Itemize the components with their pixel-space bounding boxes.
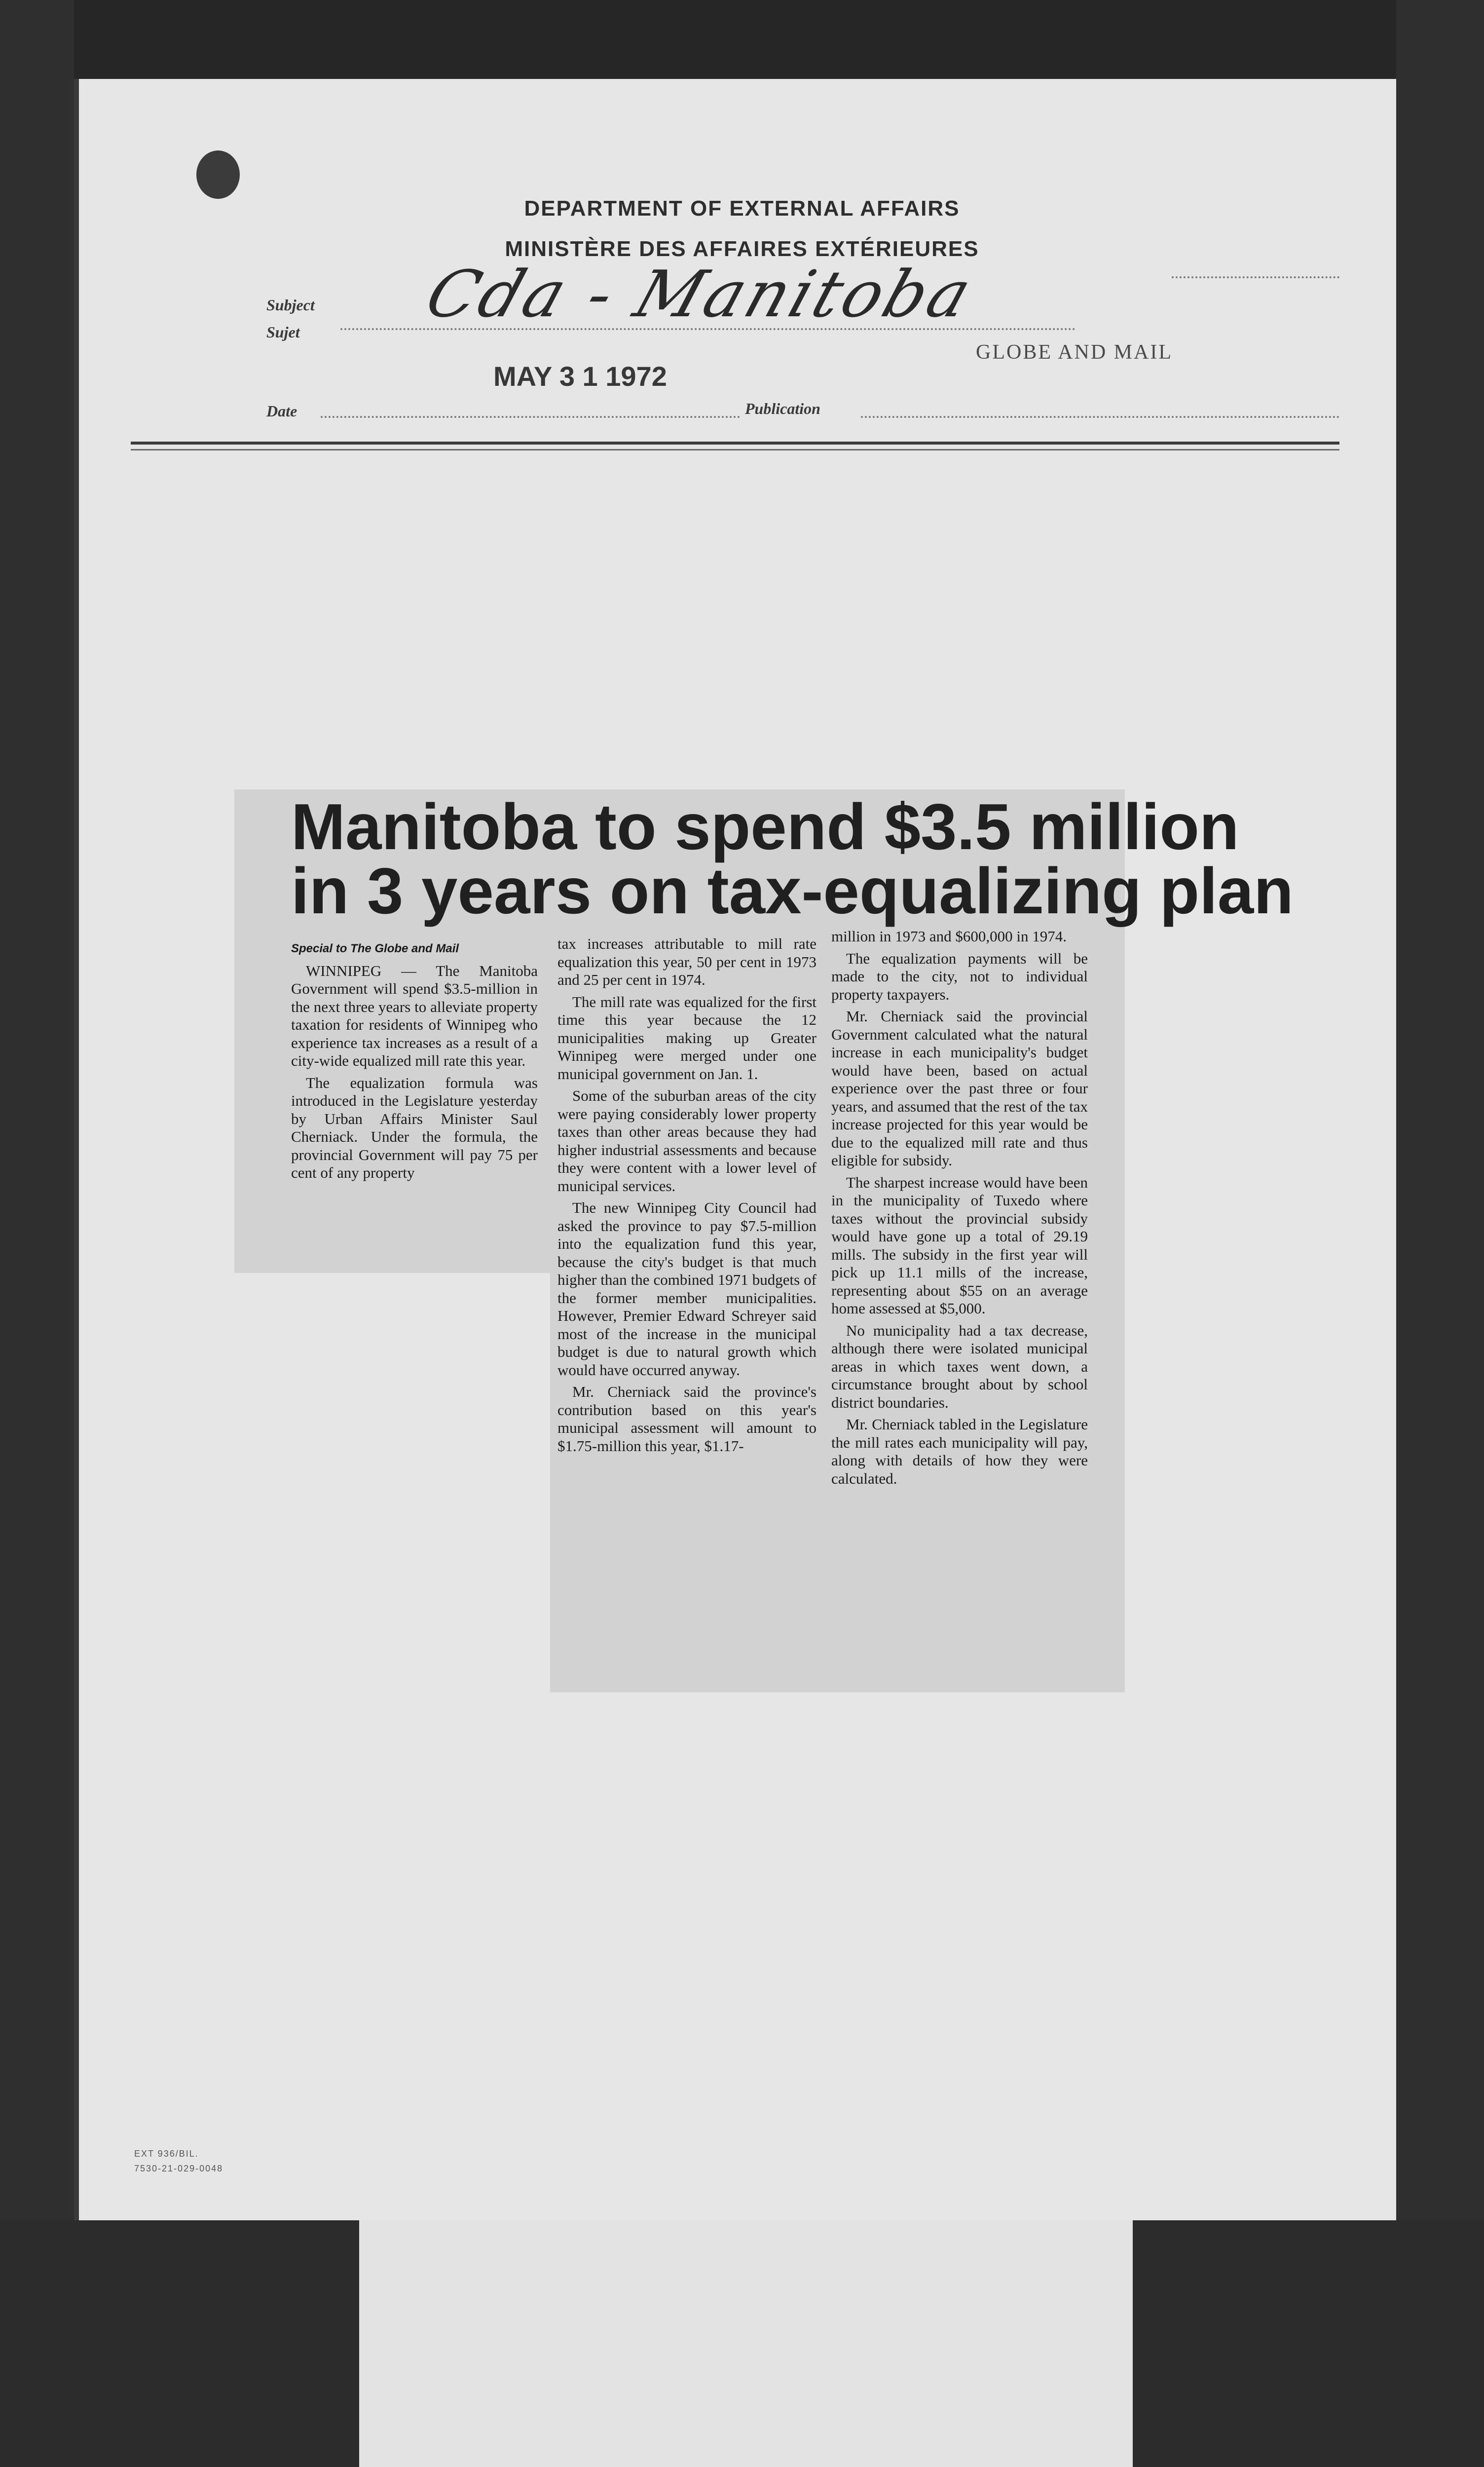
headline-line-1: Manitoba to spend $3.5 million (291, 790, 1239, 863)
subject-handwriting: Cda - Manitoba (417, 257, 983, 332)
paragraph: tax increases attributable to mill rate equalization this year, 50 per cent in 1973 and 25 per cent in 1974. (557, 935, 816, 988)
department-title-en: DEPARTMENT OF EXTERNAL AFFAIRS (524, 196, 960, 221)
paragraph: million in 1973 and $600,000 in 1974. (831, 928, 1067, 945)
header-rule (131, 442, 1339, 445)
clipping-cutout (234, 1273, 550, 1288)
form-code-line-2: 7530-21-029-0048 (134, 2164, 223, 2173)
film-border-left (0, 0, 74, 2467)
headline-line-2: in 3 years on tax-equalizing plan (291, 855, 1294, 927)
publication-stamp: GLOBE AND MAIL (976, 341, 1173, 364)
header-rule-thin (131, 449, 1339, 450)
paragraph: Mr. Cherniack tabled in the Legislature the mill rates each municipality will pay, along with details of how they were calculated. (831, 1416, 1088, 1487)
byline: Special to The Globe and Mail (291, 942, 459, 955)
paragraph: The new Winnipeg City Council had asked the province to pay $7.5-million into the equalization fund this year, because the city's budget is that much higher than the combined 1971 budgets of the former member municipalities. However, Premier Edward Schreyer said most of the increase in the municipal budget is due to natural growth which would have occurred anyway. (557, 1199, 816, 1379)
subject-label: Subject (266, 296, 315, 314)
paragraph: No municipality had a tax decrease, although there were isolated municipal areas in which taxes went down, a circumstance brought about by school district boundaries. (831, 1321, 1088, 1411)
paragraph: Some of the suburban areas of the city were paying considerably lower property taxes than other areas because they had higher industrial assessments and because they were content with a lower level of municipal services. (557, 1087, 816, 1195)
paragraph: The sharpest increase would have been in the municipality of Tuxedo where taxes without the provincial subsidy would have gone up a total of 29.19 mills. The subsidy in the first year will pick up 11.1 mills of the increase, representing about $55 on an average home assessed at $5,000. (831, 1173, 1088, 1317)
form-code-line-1: EXT 936/BIL. (134, 2149, 199, 2159)
publication-dotline (861, 416, 1339, 418)
paragraph: Mr. Cherniack said the provincial Government calculated what the natural increase in each municipality's budget would have been, based on actual experience over the past three or four years, and assumed that the rest of the tax increase projected for this year would be due to the equalized mill rate and thus eligible for subsidy. (831, 1008, 1088, 1169)
subject-dotline-right (1172, 276, 1339, 278)
film-border-right (1396, 0, 1484, 2467)
paragraph: WINNIPEG — The Manitoba Government will spend $3.5-million in the next three years to alleviate property taxation for residents of Winnipeg who experience tax increases as a result of a city-wide equalized mill rate this year. (291, 962, 538, 1069)
paragraph: The equalization payments will be made to the city, not to individual property taxpayers. (831, 949, 1088, 1003)
paragraph: Mr. Cherniack said the province's contribution based on this year's municipal assessment will amount to $1.75-million this year, $1.17- (557, 1383, 816, 1455)
sujet-label: Sujet (266, 323, 300, 341)
article-column-1 (291, 940, 538, 1182)
film-border-top (0, 0, 1484, 79)
publication-label: Publication (745, 400, 820, 417)
paragraph: The mill rate was equalized for the first time this year because the 12 municipalities making up Greater Winnipeg were merged under one municipal government on Jan. 1. (557, 993, 816, 1083)
paragraph: The equalization formula was introduced in the Legislature yesterday by Urban Affairs Minister Saul Cherniack. Under the formula, the provincial Government will pay 75 per cent of any property (291, 1074, 538, 1181)
article-column-3 (831, 928, 1088, 1488)
date-stamp: MAY 3 1 1972 (493, 361, 667, 392)
punch-hole (196, 150, 240, 199)
paper-tab (359, 2220, 1133, 2467)
department-title-fr: MINISTÈRE DES AFFAIRES EXTÉRIEURES (505, 237, 979, 261)
date-dotline (321, 416, 740, 418)
date-label: Date (266, 402, 297, 420)
article-column-2 (557, 935, 816, 1455)
